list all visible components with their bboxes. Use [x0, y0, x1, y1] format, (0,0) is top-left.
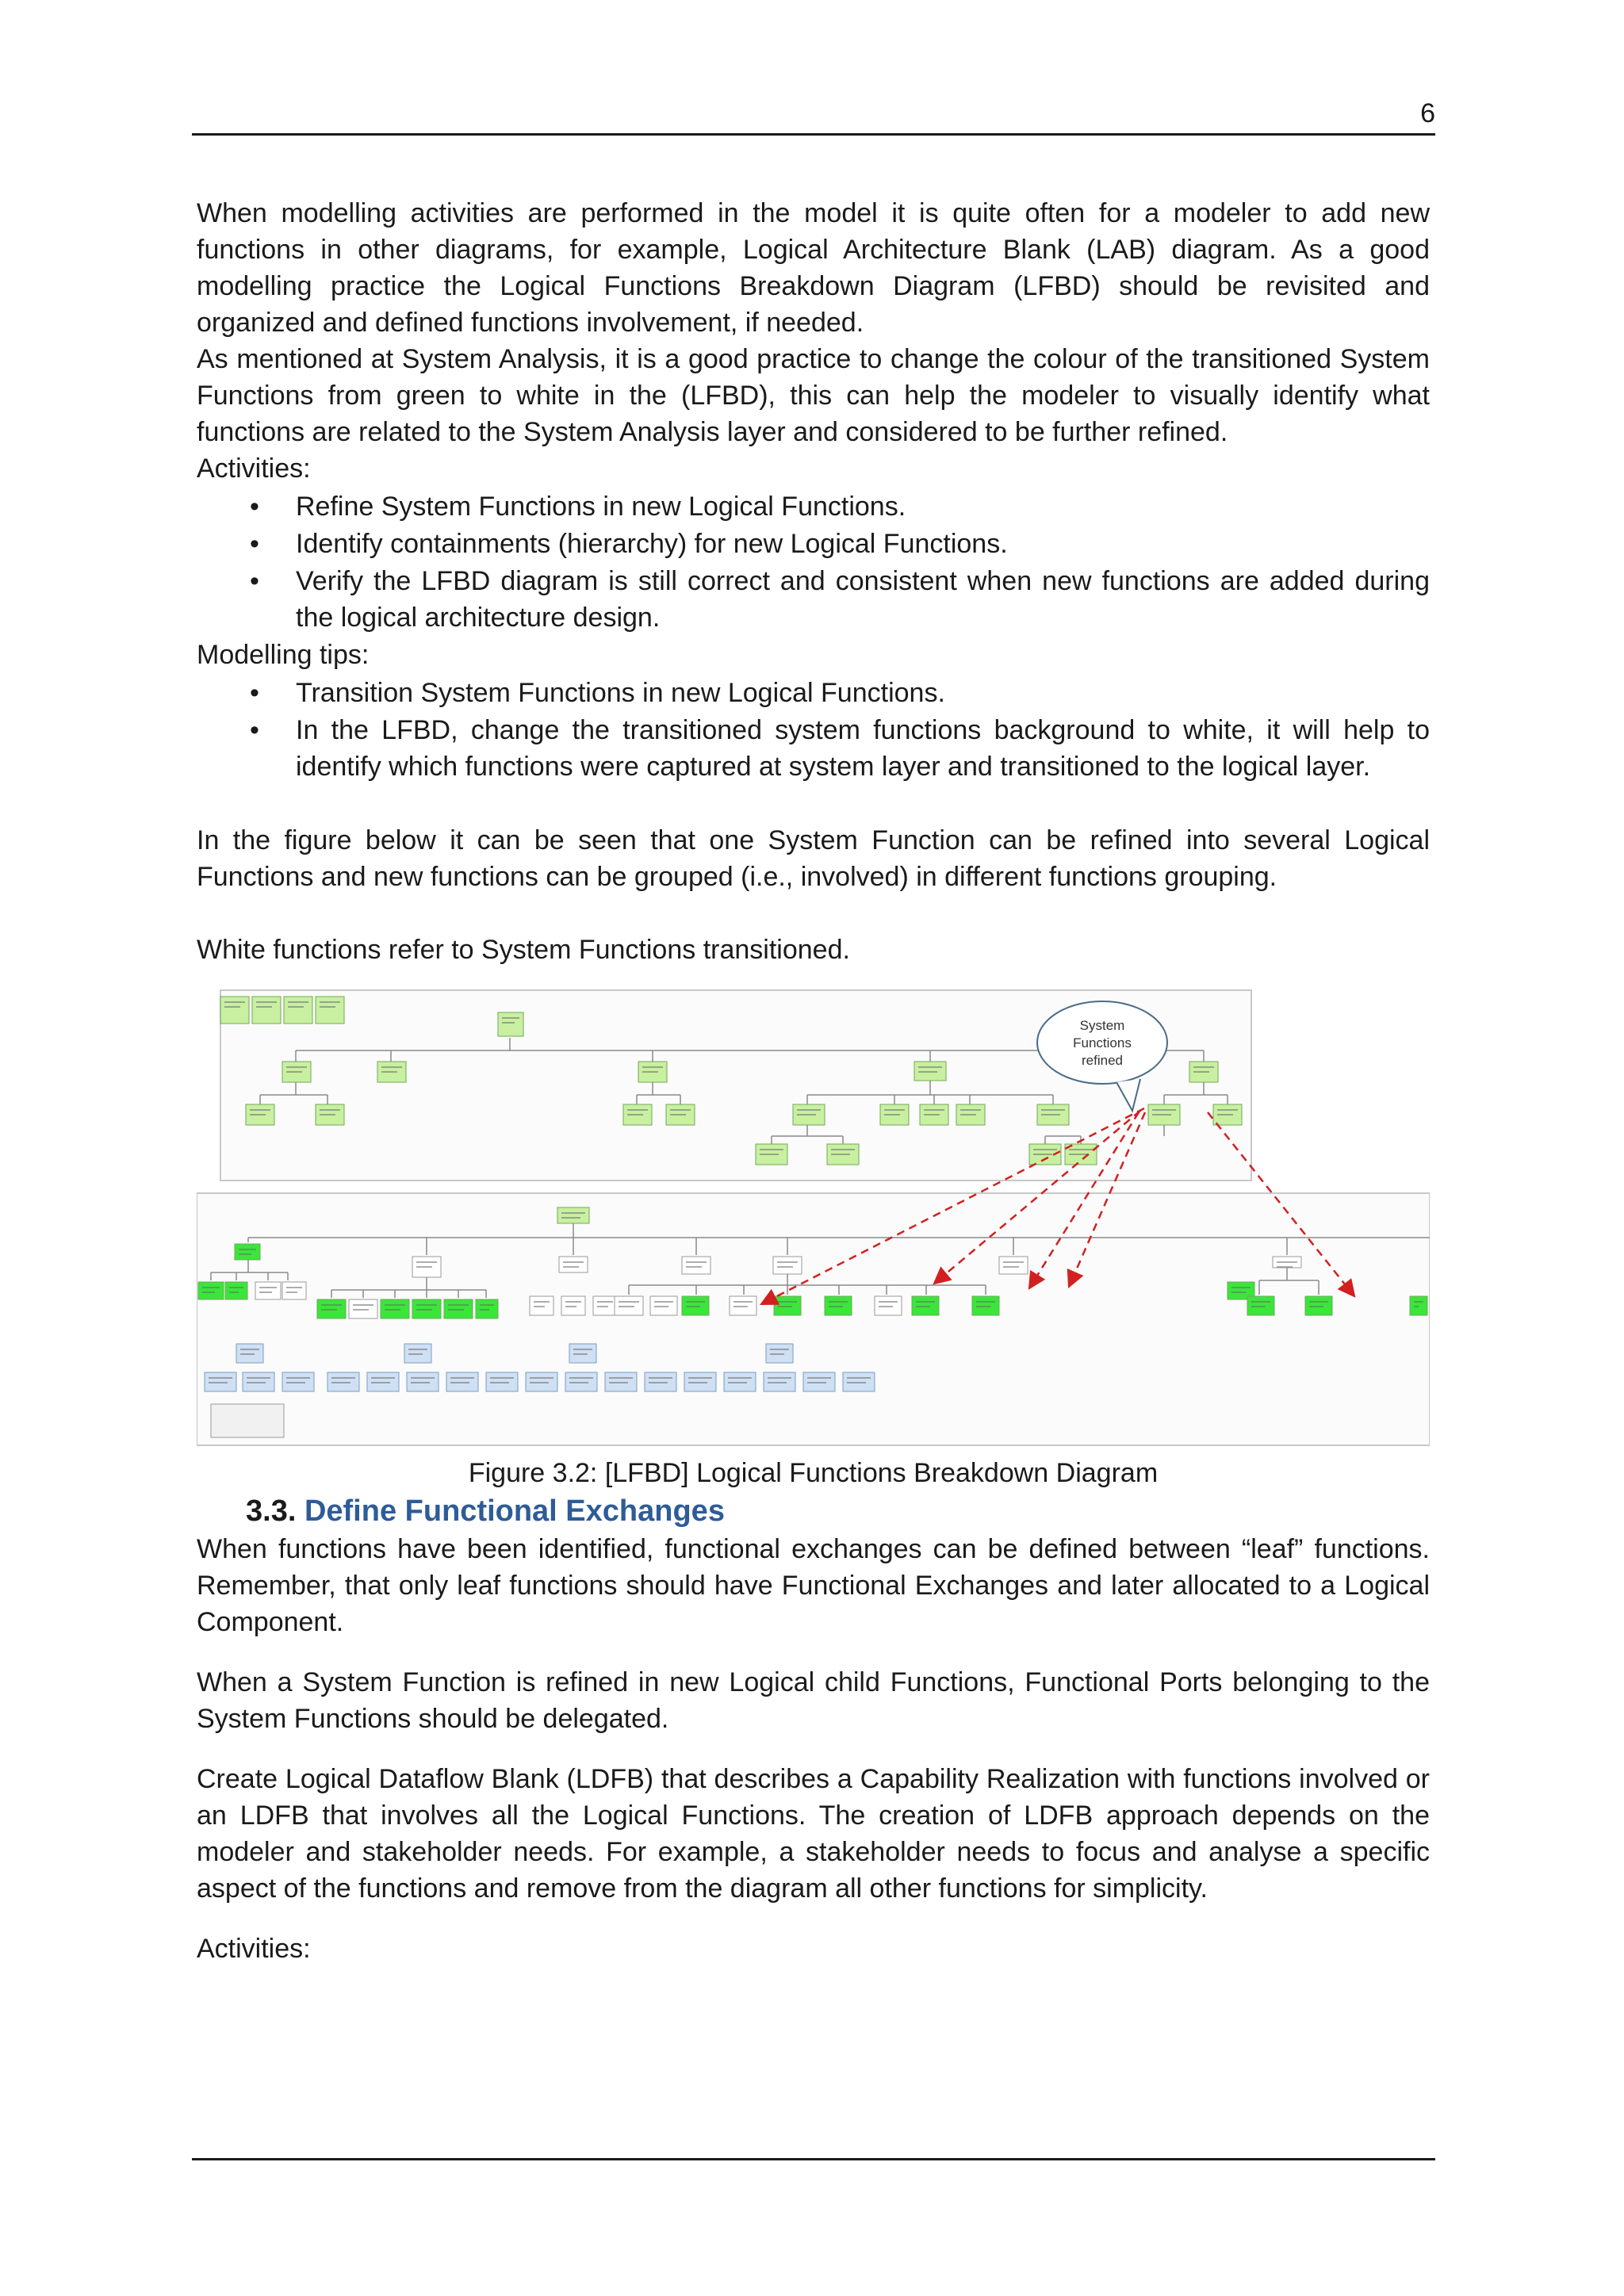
upper-function-box — [377, 1062, 406, 1082]
lower-function-box — [205, 1372, 236, 1391]
lower-function-box — [593, 1296, 617, 1315]
upper-function-box — [316, 997, 344, 1024]
lower-function-box — [486, 1372, 518, 1391]
upper-function-box — [920, 1104, 948, 1125]
lower-function-box — [615, 1296, 643, 1315]
lower-function-box — [561, 1296, 585, 1315]
lower-function-box — [682, 1296, 709, 1315]
upper-function-box — [316, 1104, 344, 1125]
upper-function-box — [1189, 1062, 1218, 1082]
section-heading — [246, 1491, 1430, 1531]
lower-function-box — [526, 1372, 557, 1391]
callout-text: refined — [1082, 1053, 1123, 1068]
lower-function-box — [912, 1296, 939, 1315]
lower-function-box — [225, 1282, 247, 1299]
section-paragraph: Create Logical Dataflow Blank (LDFB) that describes a Capability Realization with functions involved or an LDFB that involves all the Logical Functions. The creation of LDFB approach depends on the modeler and stakeholder needs. For example, a stakeholder needs to focus and analyse a specific aspect of the functions and remove from the diagram all other functions for simplicity. — [197, 1764, 1430, 1904]
lower-function-box — [650, 1296, 677, 1315]
lower-function-box — [825, 1296, 852, 1315]
lower-function-box — [444, 1299, 473, 1318]
activities-label: Activities: — [197, 453, 311, 484]
section-paragraph: When a System Function is refined in new Logical child Functions, Functional Ports belonging to the System Functions should be delegated. — [197, 1667, 1430, 1734]
lower-function-box — [730, 1296, 756, 1315]
lower-function-box — [407, 1372, 439, 1391]
lower-function-box — [1305, 1296, 1332, 1315]
lower-function-box — [843, 1372, 875, 1391]
upper-function-box — [1213, 1104, 1242, 1125]
section-title: Define Functional Exchanges — [304, 1494, 725, 1528]
lower-diagram-panel — [197, 1193, 1430, 1445]
activity-item: • Verify the LFBD diagram is still correct and consistent when new functions are added during the logical architecture design. — [296, 563, 1430, 636]
tip-item: • In the LFBD, change the transitioned system functions background to white, it will help to identify which functions were captured at system layer and transitioned to the logical layer. — [296, 712, 1430, 785]
tip-item: • Transition System Functions in new Logical Functions. — [296, 675, 1430, 711]
lower-function-box — [1410, 1296, 1427, 1315]
upper-function-box — [220, 997, 249, 1024]
page-body — [197, 195, 1430, 1967]
lower-function-box — [412, 1299, 441, 1318]
callout-text: Functions — [1073, 1035, 1132, 1050]
lower-function-box — [559, 1257, 588, 1272]
callout-text: System — [1079, 1018, 1125, 1033]
lower-function-box — [255, 1282, 281, 1299]
lower-function-box — [766, 1344, 793, 1363]
upper-function-box — [880, 1104, 909, 1125]
lower-function-box — [999, 1257, 1028, 1274]
lower-function-box — [764, 1372, 795, 1391]
lower-function-box — [349, 1299, 377, 1318]
section-number: 3.3. — [246, 1494, 297, 1528]
figure-intro-paragraph: In the figure below it can be seen that one System Function can be refined into several Logical Functions and new functions can be grouped (i.e., involved) in different functions grouping. — [197, 825, 1430, 892]
lower-function-box — [1247, 1296, 1274, 1315]
upper-function-box — [252, 997, 281, 1024]
lower-function-box — [803, 1372, 835, 1391]
upper-function-box — [793, 1104, 825, 1125]
lfbd-figure — [197, 985, 1430, 1455]
upper-function-box — [246, 1104, 274, 1125]
upper-function-box — [282, 1062, 311, 1082]
upper-function-box — [1037, 1104, 1069, 1125]
lower-function-box — [412, 1257, 441, 1277]
activity-item: • Refine System Functions in new Logical Functions. — [296, 488, 1430, 525]
page-number: 6 — [1420, 98, 1435, 128]
figure-caption: Figure 3.2: [LFBD] Logical Functions Breakdown Diagram — [468, 1458, 1159, 1488]
lower-function-box — [404, 1344, 431, 1363]
upper-function-box — [827, 1144, 859, 1165]
header-rule — [192, 133, 1435, 136]
lower-function-box — [282, 1372, 314, 1391]
upper-function-box — [284, 997, 312, 1024]
lower-function-box — [557, 1207, 589, 1223]
lower-function-box — [282, 1282, 306, 1299]
upper-function-box — [756, 1144, 787, 1165]
lower-function-box — [530, 1296, 553, 1315]
colour-practice-paragraph: As mentioned at System Analysis, it is a good practice to change the colour of the transitioned System Functions from green to white in the (LFBD), this can help the modeler to visually identify what functions are related to the System Analysis layer and considered to be further refined. — [197, 344, 1430, 447]
lower-function-box — [724, 1372, 756, 1391]
lower-function-box — [972, 1296, 999, 1315]
lower-function-box — [682, 1257, 710, 1274]
lower-function-box — [446, 1372, 478, 1391]
lower-function-box — [327, 1372, 359, 1391]
lower-function-box — [565, 1372, 597, 1391]
lower-function-box — [605, 1372, 637, 1391]
modelling-tips-label: Modelling tips: — [197, 640, 370, 670]
lower-function-box — [875, 1296, 902, 1315]
upper-function-box — [666, 1104, 695, 1125]
lower-function-box — [367, 1372, 399, 1391]
lower-function-box — [1273, 1257, 1301, 1268]
lower-function-box — [684, 1372, 716, 1391]
lower-function-box — [236, 1344, 263, 1363]
activity-item: • Identify containments (hierarchy) for new Logical Functions. — [296, 526, 1430, 562]
lower-function-box — [476, 1299, 498, 1318]
lower-function-box — [381, 1299, 409, 1318]
lfbd-diagram — [197, 985, 1430, 1455]
footer-rule — [192, 2158, 1435, 2160]
lower-function-box — [774, 1296, 801, 1315]
lower-function-box — [243, 1372, 274, 1391]
upper-function-box — [623, 1104, 652, 1125]
diagram-note-box — [211, 1404, 284, 1437]
upper-function-box — [914, 1062, 946, 1081]
section-paragraph: When functions have been identified, functional exchanges can be defined between “leaf” functions. Remember, that only leaf functions should have Functional Exchanges and later allocated to a Logical Component. — [197, 1534, 1430, 1637]
lower-function-box — [569, 1344, 596, 1363]
lower-function-box — [317, 1299, 346, 1318]
intro-paragraph: When modelling activities are performed in the model it is quite often for a modeler to add new functions in other diagrams, for example, Logical Architecture Blank (LAB) diagram. As a good modelling practice the Logical Functions Breakdown Diagram (LFBD) should be revisited and organized and defined functions involvement, if needed. — [197, 198, 1430, 338]
lower-function-box — [198, 1282, 224, 1299]
lower-function-box — [235, 1244, 260, 1260]
upper-function-box — [498, 1012, 523, 1036]
upper-function-box — [1148, 1104, 1180, 1125]
activities-list — [197, 488, 1430, 636]
white-functions-note: White functions refer to System Functions transitioned. — [197, 935, 850, 965]
modelling-tips-list — [197, 675, 1430, 785]
upper-function-box — [956, 1104, 985, 1125]
section-activities-label: Activities: — [197, 1934, 311, 1964]
lower-function-box — [645, 1372, 676, 1391]
lower-function-box — [773, 1257, 802, 1274]
upper-function-box — [638, 1062, 667, 1082]
